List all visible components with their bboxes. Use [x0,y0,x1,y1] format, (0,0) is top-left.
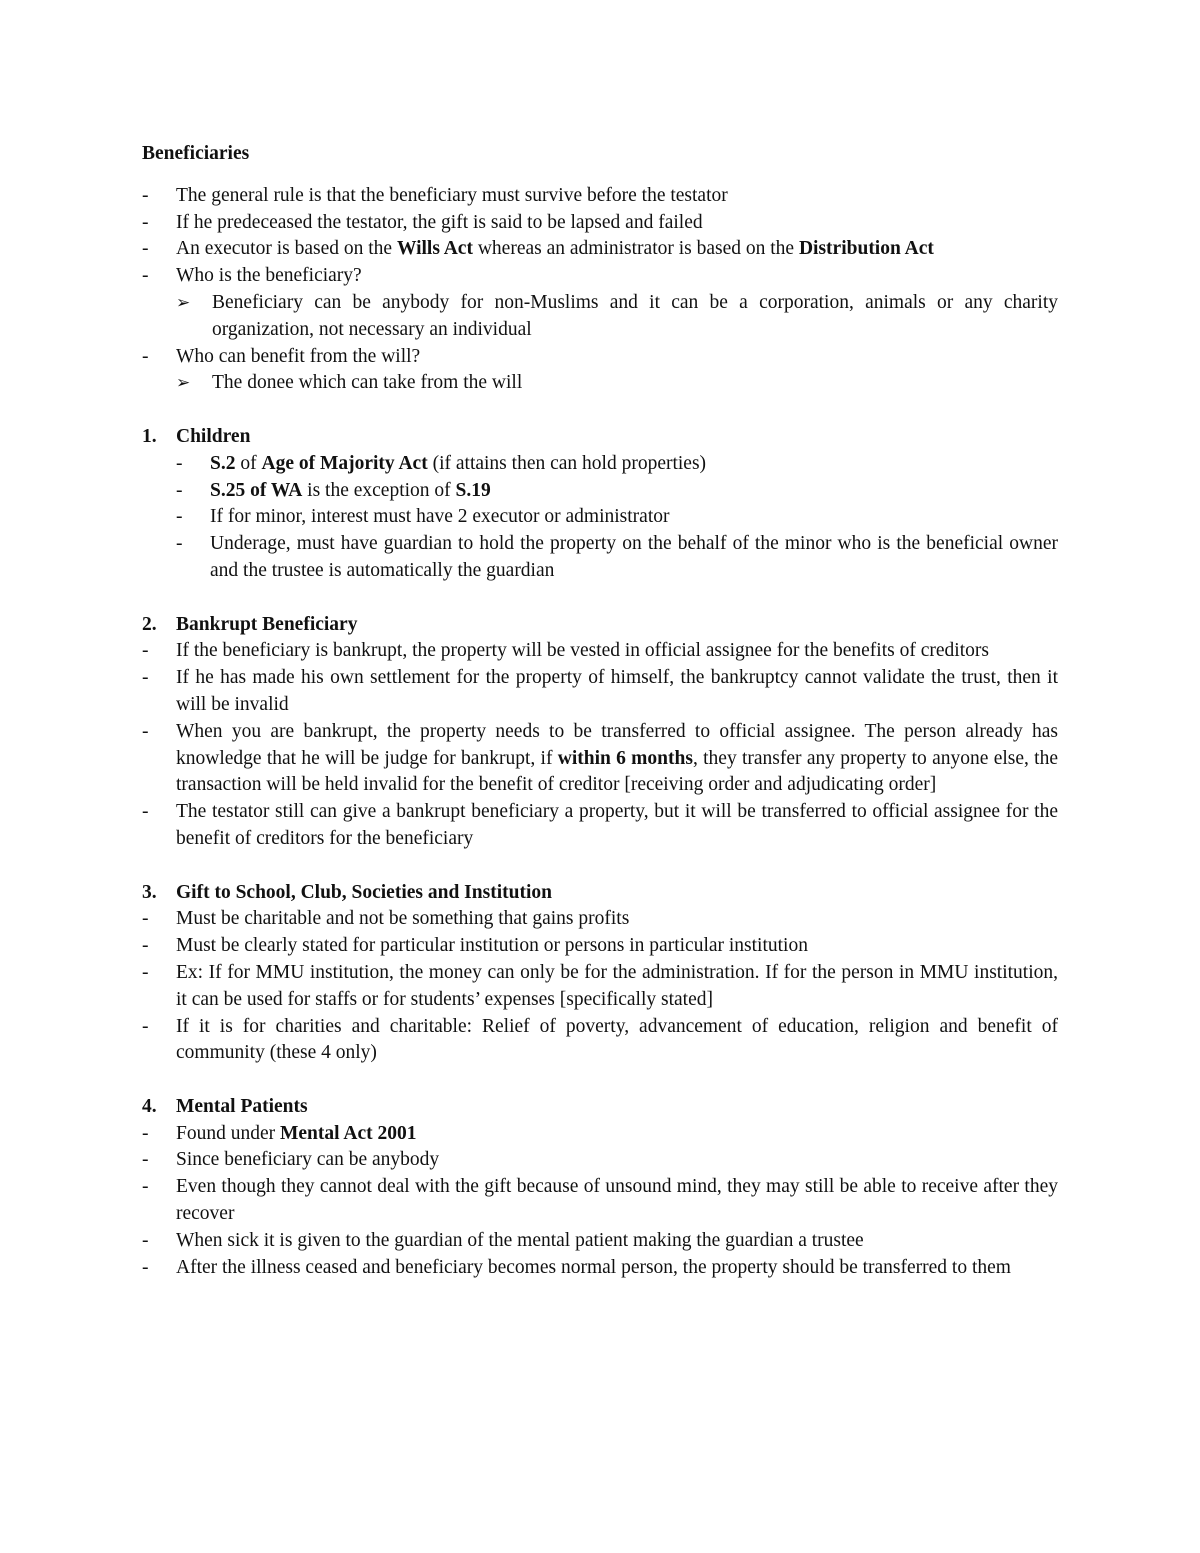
section-title: Children [176,425,251,447]
bullet-text [210,451,1058,478]
section-2-bullet-1 [142,638,1058,665]
dash-bullet: - [142,961,149,983]
dash-bullet: - [142,238,149,260]
bullet-text: If the beneficiary is bankrupt, the property will be vested in official assignee for the benefits of creditors [176,640,989,662]
section-2-heading [142,612,1058,639]
intro-sub-bullet-4 [142,290,1058,344]
dash-bullet: - [142,1015,149,1037]
bullet-text [210,478,1058,505]
section-4-bullet-4 [142,1228,1058,1255]
dash-bullet: - [142,345,149,367]
text-run: When you are bankrupt, the property needs to be transferred to official assignee. The person already has knowledge that he will be judge for bankrupt, if [176,720,1058,769]
section-1-bullet-3 [142,504,1058,531]
dash-bullet: - [176,506,183,528]
bullet-text: The general rule is that the beneficiary must survive before the testator [176,184,728,206]
spacer [142,585,1058,612]
bullet-text: Beneficiary can be anybody for non-Muslims and it can be a corporation, animals or any charity organization, not necessary an individual [212,291,1058,340]
bullet-text: When sick it is given to the guardian of the mental patient making the guardian a trustee [176,1229,864,1251]
bullet-text: Must be charitable and not be something that gains profits [176,908,630,930]
bullet-text: The testator still can give a bankrupt beneficiary a property, but it will be transferred to official assignee for the benefit of creditors for the beneficiary [176,801,1058,849]
dash-bullet: - [142,908,149,930]
intro-sub-bullet-5 [142,370,1058,397]
intro-bullet-2 [142,210,1058,237]
bullet-text [176,1121,1058,1148]
section-number: 1. [142,425,157,447]
bullet-text [176,719,1058,799]
dash-bullet: - [142,1122,149,1144]
section-1-bullet-2 [142,478,1058,505]
document-title: Beneficiaries [142,143,250,164]
section-2-bullet-2 [142,665,1058,719]
dash-bullet: - [142,720,149,742]
bullet-text: Since beneficiary can be anybody [176,1149,440,1171]
section-4-bullet-2 [142,1147,1058,1174]
bullet-text: Must be clearly stated for particular institution or persons in particular institution [176,935,808,957]
section-number: 3. [142,881,157,903]
arrow-bullet-icon: ➢ [176,373,191,393]
bullet-text: Even though they cannot deal with the gift because of unsound mind, they may still be able to receive after they recover [176,1176,1058,1225]
bold-term: Wills Act [396,238,473,260]
section-number: 4. [142,1095,157,1117]
section-3-bullet-1 [142,906,1058,933]
section-3-heading [142,880,1058,907]
intro-bullet-5 [142,344,1058,371]
bullet-text: If he has made his own settlement for the property of himself, the bankruptcy cannot validate the trust, then it will be invalid [176,667,1058,715]
section-title: Gift to School, Club, Societies and Institution [176,881,552,903]
section-3-bullet-4 [142,1014,1058,1068]
section-2-bullet-4 [142,799,1058,853]
bullet-text: If he predeceased the testator, the gift is said to be lapsed and failed [176,211,703,233]
bullet-text: Ex: If for MMU institution, the money can only be for the administration. If for the person in MMU institution, it can be used for staffs or for students’ expenses [specifically stated] [176,961,1058,1010]
spacer [142,853,1058,880]
dash-bullet: - [176,533,183,555]
section-4-heading [142,1094,1058,1121]
bold-term: S.25 of WA [210,479,303,501]
section-4-bullet-1 [142,1121,1058,1148]
section-1-heading [142,424,1058,451]
text-run: (if attains then can hold properties) [427,452,707,474]
bullet-text [176,236,1058,263]
dash-bullet: - [142,1229,149,1251]
dash-bullet: - [142,667,149,689]
text-run: whereas an administrator is based on the [472,238,799,260]
dash-bullet: - [142,184,149,206]
bullet-text: If it is for charities and charitable: Relief of poverty, advancement of education, religion and benefit of community (these 4 only) [176,1015,1058,1064]
text-run: , they transfer any property to anyone else, the transaction will be held invalid for the benefit of creditor [receiving order and adjudicating order] [176,747,1058,796]
intro-bullet-1 [142,183,1058,210]
section-3-bullet-3 [142,960,1058,1014]
intro-bullet-4 [142,263,1058,290]
dash-bullet: - [142,1149,149,1171]
text-run: is the exception of [302,479,456,501]
dash-bullet: - [142,640,149,662]
document-page [142,141,1058,1281]
dash-bullet: - [142,935,149,957]
bullet-text: Who is the beneficiary? [176,265,362,287]
section-4-bullet-5 [142,1255,1058,1282]
bullet-text: Who can benefit from the will? [176,345,421,367]
spacer [142,1067,1058,1094]
text-run: of [235,452,262,474]
bold-term: Mental Act 2001 [280,1122,417,1144]
section-2-bullet-3 [142,719,1058,799]
dash-bullet: - [142,265,149,287]
section-4-bullet-3 [142,1174,1058,1228]
bold-term: Distribution Act [798,238,934,260]
arrow-bullet-icon: ➢ [176,292,191,312]
bold-term: S.2 [210,452,236,474]
text-run: An executor is based on the [176,238,397,260]
bold-term: within 6 months [557,747,693,769]
section-3-bullet-2 [142,933,1058,960]
dash-bullet: - [176,479,183,501]
bullet-text: Underage, must have guardian to hold the property on the behalf of the minor who is the beneficial owner and the trustee is automatically the guardian [210,533,1058,581]
dash-bullet: - [142,1176,149,1198]
spacer [142,397,1058,424]
dash-bullet: - [142,211,149,233]
bold-term: Age of Majority Act [261,452,428,474]
intro-bullet-3 [142,236,1058,263]
section-1-bullet-4 [142,531,1058,585]
section-title: Bankrupt Beneficiary [176,613,358,635]
dash-bullet: - [142,1256,149,1278]
bullet-text: The donee which can take from the will [212,372,523,394]
dash-bullet: - [142,801,149,823]
section-title: Mental Patients [176,1095,308,1117]
bullet-text: After the illness ceased and beneficiary becomes normal person, the property should be transferred to them [176,1256,1011,1278]
dash-bullet: - [176,452,183,474]
bold-term: S.19 [455,479,491,501]
section-number: 2. [142,613,157,635]
text-run: Found under [176,1122,280,1144]
bullet-text: If for minor, interest must have 2 executor or administrator [210,506,670,528]
section-1-bullet-1 [142,451,1058,478]
